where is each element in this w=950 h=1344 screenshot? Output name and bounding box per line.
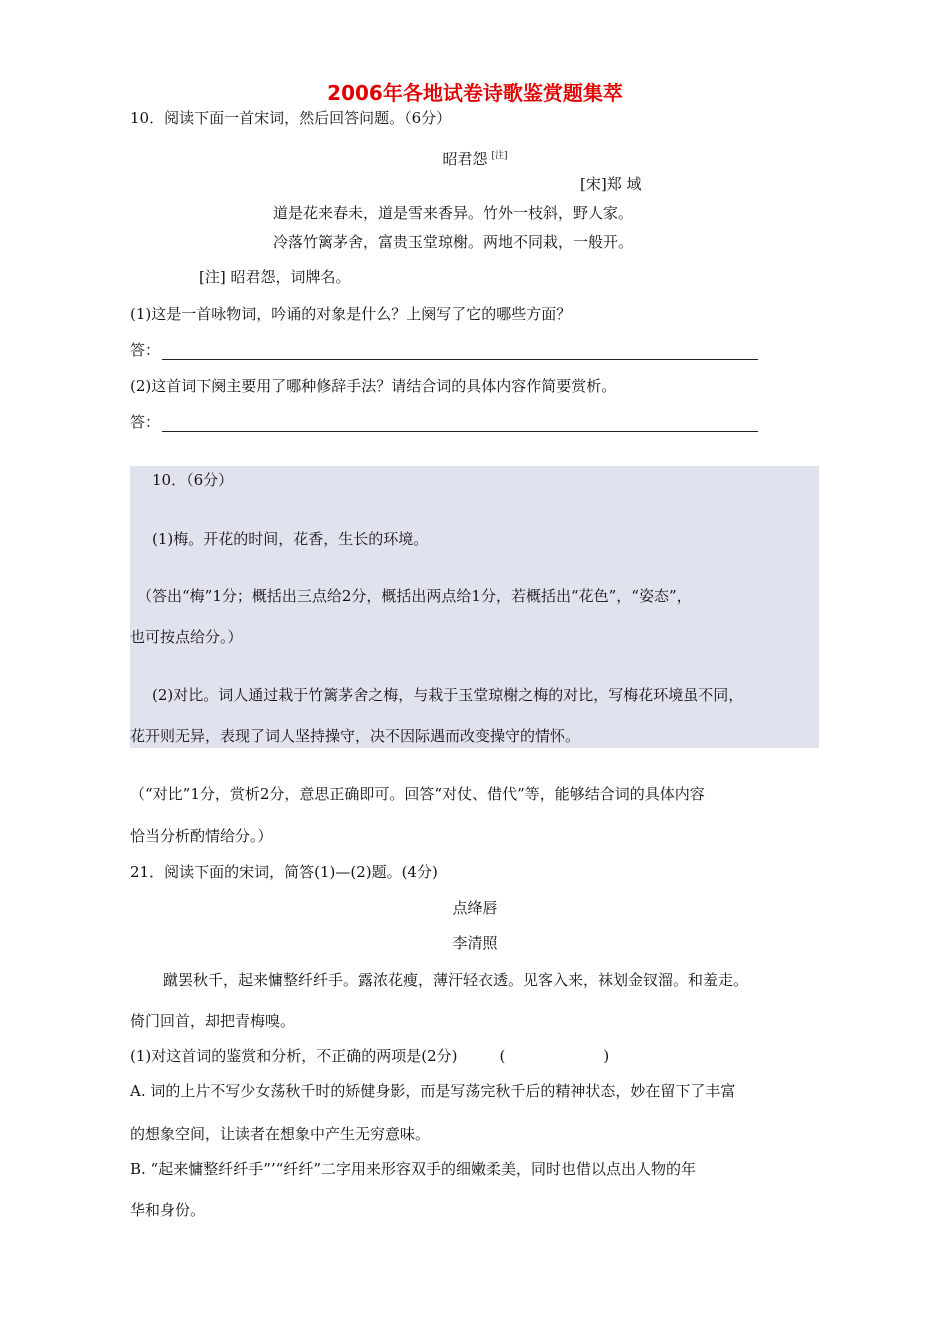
option-a: A. 词的上片不写少女荡秋千时的矫健身影，而是写荡完秋千后的精神状态，妙在留下了丰富 xyxy=(130,1082,736,1100)
answer-10-part1-scoring: （答出“梅”1分；概括出三点给2分，概括出两点给1分，若概括出“花色”，“姿态”， xyxy=(137,587,692,605)
poem-body-line: 蹴罢秋千，起来慵整纤纤手。露浓花瘦，薄汗轻衣透。见客入来，袜划金钗溜。和羞走。 xyxy=(163,971,749,989)
poem-line: 道是花来春未，道是雪来香异。竹外一枝斜，野人家。 xyxy=(273,204,634,222)
answer-10-part2-cont: 花开则无异，表现了词人坚持操守，决不因际遇而改变操守的情怀。 xyxy=(130,727,581,745)
answer-10-part1: (1)梅。开花的时间，花香，生长的环境。 xyxy=(152,530,429,548)
poem-footnote: [注] 昭君怨，词牌名。 xyxy=(199,268,351,286)
answer-10-heading: 10．（6分） xyxy=(152,471,234,489)
page-title: 2006年各地试卷诗歌鉴赏题集萃 xyxy=(327,81,623,105)
question-21-sub1-text: (1)对这首词的鉴赏和分析，不正确的两项是(2分) xyxy=(130,1047,458,1065)
answer-paren-open: ( xyxy=(499,1047,506,1065)
question-21-sub1 xyxy=(130,1046,609,1066)
poem-title-text: 昭君怨 xyxy=(442,150,488,168)
answer-paren-close: ) xyxy=(603,1047,610,1065)
poem-body-line: 倚门回首，却把青梅嗅。 xyxy=(130,1012,296,1030)
question-21-prompt: 21．阅读下面的宋词，简答(1)—(2)题。(4分) xyxy=(130,863,438,881)
answer-label: 答： xyxy=(130,341,161,359)
answer-blank-line[interactable] xyxy=(162,415,758,432)
answer-10-part2-scoring: （“对比”1分，赏析2分，意思正确即可。回答“对仗、借代”等，能够结合词的具体内容 xyxy=(130,785,705,803)
answer-key-highlight xyxy=(130,466,819,748)
poem-title-note-mark: [注] xyxy=(491,151,508,161)
option-b-cont: 华和身份。 xyxy=(130,1201,206,1219)
question-10-prompt: 10．阅读下面一首宋词，然后回答问题。（6分） xyxy=(130,109,452,127)
answer-10-part2-scoring-cont: 恰当分析酌情给分。） xyxy=(130,827,273,845)
option-a-cont: 的想象空间，让读者在想象中产生无穷意味。 xyxy=(130,1125,431,1143)
answer-10-part2: (2)对比。词人通过栽于竹篱茅舍之梅，与栽于玉堂琼榭之梅的对比，写梅花环境虽不同， xyxy=(152,686,744,704)
answer-10-part1-scoring-cont: 也可按点给分。） xyxy=(130,628,243,646)
question-10-sub2: (2)这首词下阕主要用了哪种修辞手法？请结合词的具体内容作简要赏析。 xyxy=(130,377,617,395)
poem-title-zhaojunyuan xyxy=(0,146,950,169)
question-10-sub1: (1)这是一首咏物词，吟诵的对象是什么？上阕写了它的哪些方面？ xyxy=(130,305,572,323)
option-b: B. “起来慵整纤纤手”’“纤纤”二字用来形容双手的细嫩柔美，同时也借以点出人物的年 xyxy=(130,1160,697,1178)
answer-row-2 xyxy=(130,412,758,432)
answer-blank-line[interactable] xyxy=(162,343,758,360)
poem-line: 冷落竹篱茅舍，富贵玉堂琼榭。两地不同栽，一般开。 xyxy=(273,233,634,251)
poem-author-li-qingzhao: 李清照 xyxy=(452,934,498,952)
answer-label: 答： xyxy=(130,413,161,431)
poem-author: [宋]郑 域 xyxy=(580,175,642,193)
answer-row-1 xyxy=(130,340,758,360)
poem-title-dianjiangchun: 点绛唇 xyxy=(452,899,498,917)
